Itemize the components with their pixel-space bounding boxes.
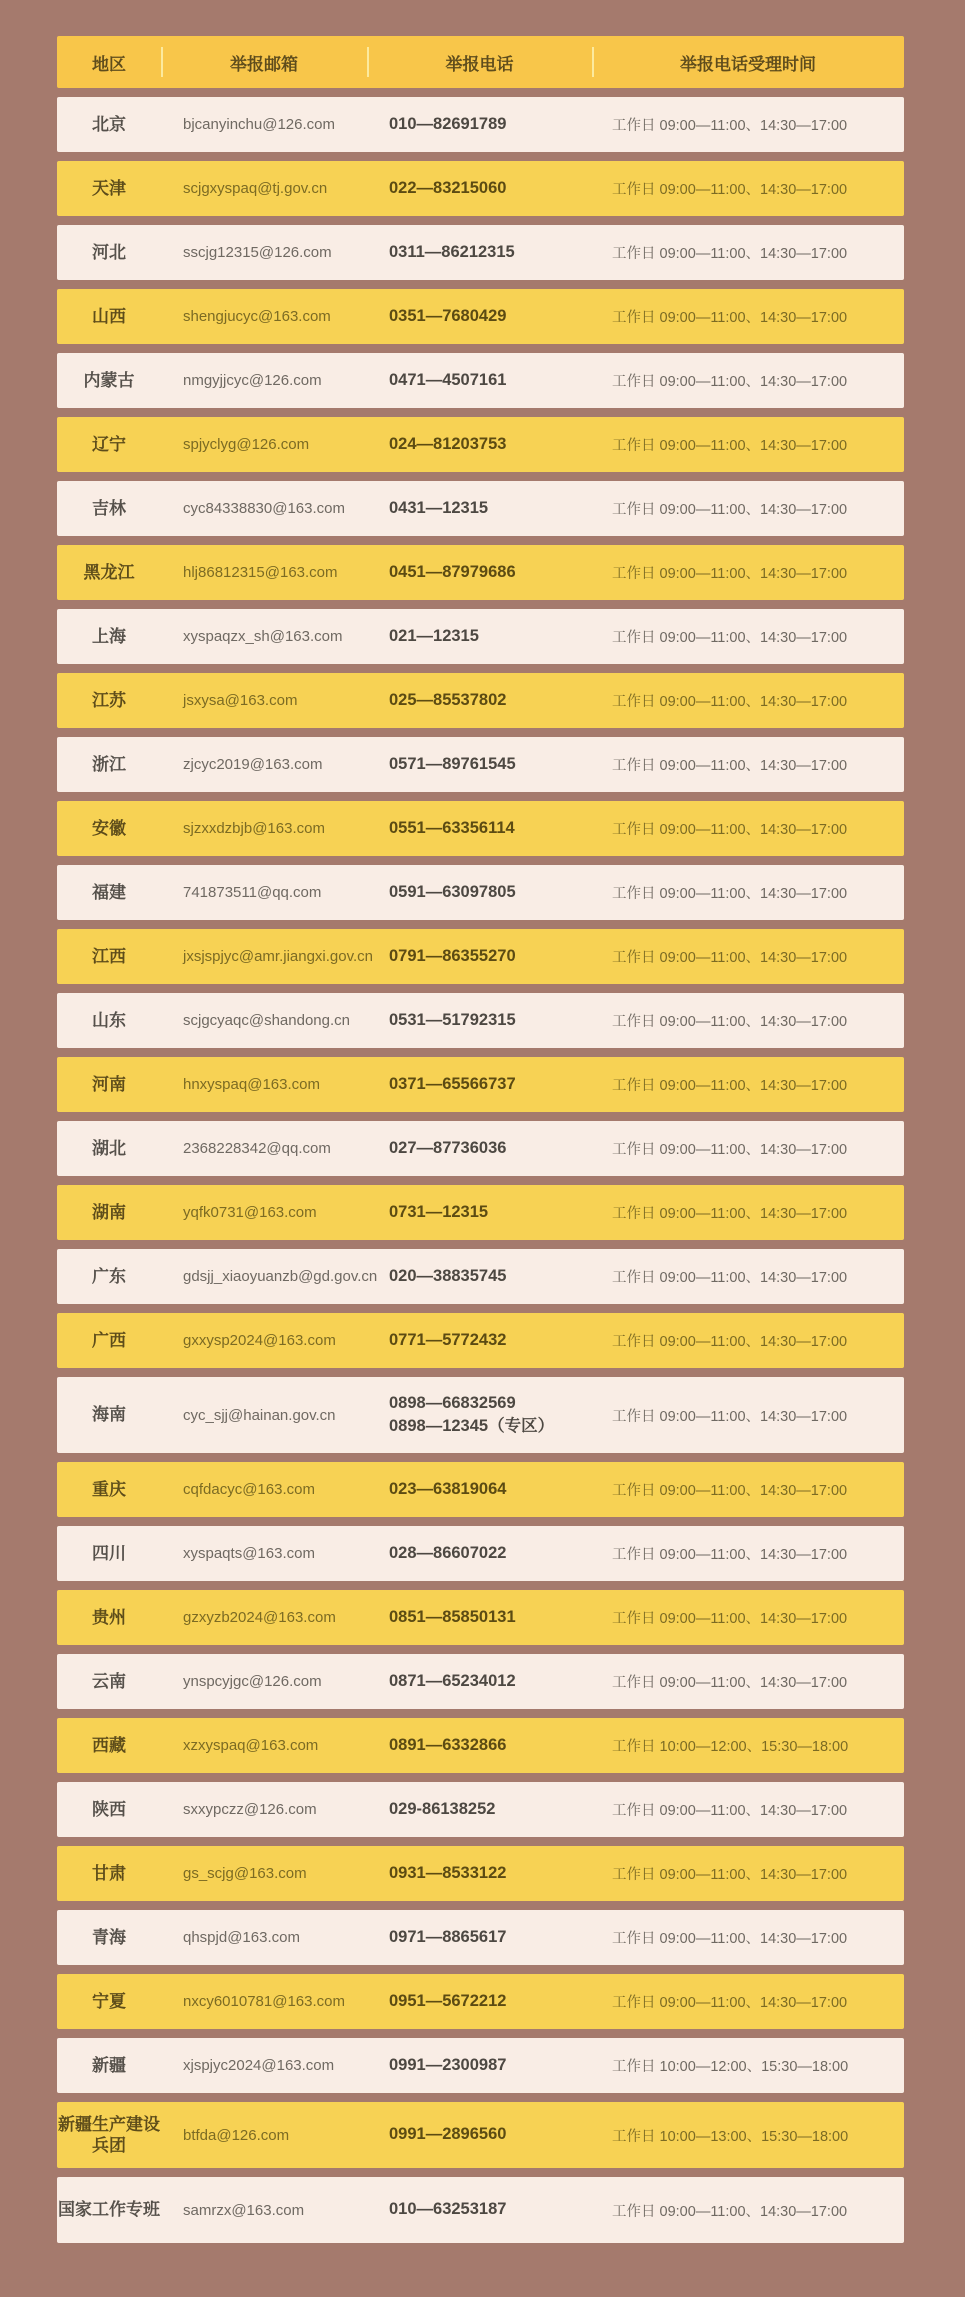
phone-cell bbox=[367, 2054, 592, 2077]
region-cell: 湖南 bbox=[92, 1202, 126, 1222]
phone-cell bbox=[367, 1990, 592, 2013]
table-row bbox=[57, 353, 904, 408]
phone-line: 0471—4507161 bbox=[389, 370, 507, 389]
phone-cell bbox=[367, 945, 592, 968]
region-cell: 广西 bbox=[92, 1330, 126, 1350]
phone-cell bbox=[367, 561, 592, 584]
table-row bbox=[57, 801, 904, 856]
table-row bbox=[57, 1313, 904, 1368]
phone-cell bbox=[367, 497, 592, 520]
phone-cell bbox=[367, 1265, 592, 1288]
time-cell: 工作日 09:00—11:00、14:30—17:00 bbox=[612, 1867, 848, 1883]
time-cell: 工作日 09:00—11:00、14:30—17:00 bbox=[612, 438, 848, 454]
table-row bbox=[57, 1526, 904, 1581]
phone-line: 022—83215060 bbox=[389, 178, 507, 197]
phone-line: 0571—89761545 bbox=[389, 754, 516, 773]
region-cell: 江苏 bbox=[92, 690, 126, 710]
table-row bbox=[57, 481, 904, 536]
table-row bbox=[57, 1121, 904, 1176]
region-cell: 黑龙江 bbox=[83, 562, 135, 582]
phone-line-2: 0898—12345（专区） bbox=[389, 1417, 555, 1435]
phone-cell bbox=[367, 1073, 592, 1096]
email-cell: sjzxxdzbjb@163.com bbox=[183, 820, 325, 837]
phone-cell bbox=[367, 1798, 592, 1821]
phone-cell bbox=[367, 1670, 592, 1693]
email-cell: scjgxyspaq@tj.gov.cn bbox=[183, 180, 328, 197]
region-cell: 湖北 bbox=[92, 1138, 126, 1158]
phone-cell bbox=[367, 1137, 592, 1160]
phone-line: 0451—87979686 bbox=[389, 562, 516, 581]
table-row bbox=[57, 417, 904, 472]
phone-line: 0991—2896560 bbox=[389, 2125, 507, 2144]
phone-cell bbox=[367, 1926, 592, 1949]
email-cell: scjgcyaqc@shandong.cn bbox=[183, 1012, 350, 1029]
time-cell: 工作日 09:00—11:00、14:30—17:00 bbox=[612, 1803, 848, 1819]
time-cell: 工作日 09:00—11:00、14:30—17:00 bbox=[612, 950, 848, 966]
email-cell: gxxysp2024@163.com bbox=[183, 1332, 336, 1349]
phone-cell bbox=[367, 2123, 592, 2146]
table-row bbox=[57, 2038, 904, 2093]
region-cell: 国家工作专班 bbox=[58, 2200, 160, 2220]
time-cell: 工作日 09:00—11:00、14:30—17:00 bbox=[612, 1483, 848, 1499]
phone-line: 0431—12315 bbox=[389, 498, 489, 517]
email-cell: cyc_sjj@hainan.gov.cn bbox=[183, 1406, 336, 1424]
phone-line: 0891—6332866 bbox=[389, 1735, 507, 1754]
email-cell: xzxyspaq@163.com bbox=[183, 1737, 319, 1754]
time-cell: 工作日 09:00—11:00、14:30—17:00 bbox=[612, 1078, 848, 1094]
email-cell: jsxysa@163.com bbox=[183, 692, 298, 709]
time-cell: 工作日 09:00—11:00、14:30—17:00 bbox=[612, 246, 848, 262]
time-cell: 工作日 09:00—11:00、14:30—17:00 bbox=[612, 1675, 848, 1691]
time-cell: 工作日 09:00—11:00、14:30—17:00 bbox=[612, 566, 848, 582]
email-cell: cqfdacyc@163.com bbox=[183, 1481, 315, 1498]
phone-cell bbox=[367, 2198, 592, 2221]
table-row bbox=[57, 929, 904, 984]
table-row bbox=[57, 993, 904, 1048]
phone-cell bbox=[367, 753, 592, 776]
table-row bbox=[57, 1782, 904, 1837]
phone-cell bbox=[367, 1734, 592, 1757]
email-cell: spjyclyg@126.com bbox=[183, 436, 310, 453]
table-row bbox=[57, 609, 904, 664]
email-cell: xyspaqts@163.com bbox=[183, 1545, 315, 1562]
phone-line: 010—82691789 bbox=[389, 114, 507, 133]
time-cell: 工作日 09:00—11:00、14:30—17:00 bbox=[612, 502, 848, 518]
email-cell: cyc84338830@163.com bbox=[183, 500, 345, 517]
time-cell: 工作日 09:00—11:00、14:30—17:00 bbox=[612, 1206, 848, 1222]
phone-line: 0991—2300987 bbox=[389, 2055, 507, 2074]
time-cell: 工作日 09:00—11:00、14:30—17:00 bbox=[612, 694, 848, 710]
phone-cell bbox=[367, 1606, 592, 1629]
region-cell: 广东 bbox=[92, 1266, 126, 1286]
phone-line: 0791—86355270 bbox=[389, 946, 516, 965]
phone-line: 024—81203753 bbox=[389, 434, 507, 453]
region-cell: 吉林 bbox=[92, 498, 126, 518]
email-cell: gdsjj_xiaoyuanzb@gd.gov.cn bbox=[183, 1268, 378, 1285]
phone-cell bbox=[367, 1201, 592, 1224]
region-cell: 海南 bbox=[92, 1405, 126, 1425]
phone-cell bbox=[367, 689, 592, 712]
email-cell: 741873511@qq.com bbox=[183, 884, 322, 901]
phone-line: 0591—63097805 bbox=[389, 882, 516, 901]
time-cell: 工作日 09:00—11:00、14:30—17:00 bbox=[612, 758, 848, 774]
phone-line: 025—85537802 bbox=[389, 690, 507, 709]
region-cell: 甘肃 bbox=[92, 1863, 126, 1883]
email-cell: xyspaqzx_sh@163.com bbox=[183, 628, 343, 645]
header-report-phone: 举报电话 bbox=[367, 36, 592, 88]
phone-line: 0551—63356114 bbox=[389, 818, 515, 837]
table-row bbox=[57, 1462, 904, 1517]
phone-cell bbox=[367, 1392, 592, 1438]
phone-cell bbox=[367, 113, 592, 136]
email-cell: xjspjyc2024@163.com bbox=[183, 2057, 335, 2074]
email-cell: sxxypczz@126.com bbox=[183, 1801, 317, 1818]
email-cell: ynspcyjgc@126.com bbox=[183, 1673, 322, 1690]
phone-cell bbox=[367, 1329, 592, 1352]
region-cell: 宁夏 bbox=[92, 1991, 126, 2011]
region-cell: 河北 bbox=[92, 242, 126, 262]
time-cell: 工作日 10:00—13:00、15:30—18:00 bbox=[612, 2128, 849, 2145]
email-cell: gs_scjg@163.com bbox=[183, 1865, 307, 1882]
table-row bbox=[57, 1654, 904, 1709]
phone-line: 029-86138252 bbox=[389, 1799, 496, 1818]
region-cell: 青海 bbox=[92, 1927, 126, 1947]
table-row bbox=[57, 97, 904, 152]
email-cell: shengjucyc@163.com bbox=[183, 308, 331, 325]
phone-cell bbox=[367, 241, 592, 264]
table-row bbox=[57, 1974, 904, 2029]
region-cell: 四川 bbox=[92, 1543, 126, 1563]
region-cell: 云南 bbox=[92, 1671, 126, 1691]
table-row bbox=[57, 2102, 904, 2168]
phone-line: 0531—51792315 bbox=[389, 1010, 516, 1029]
table-row bbox=[57, 1846, 904, 1901]
region-cell: 山西 bbox=[92, 306, 126, 326]
header-region: 地区 bbox=[92, 54, 126, 74]
report-contacts-table bbox=[57, 36, 904, 2243]
region-cell: 新疆生产建设兵团 bbox=[58, 2114, 160, 2155]
phone-cell bbox=[367, 369, 592, 392]
phone-cell bbox=[367, 1862, 592, 1885]
phone-cell bbox=[367, 305, 592, 328]
header-report-email: 举报邮箱 bbox=[161, 36, 367, 88]
email-cell: yqfk0731@163.com bbox=[183, 1204, 317, 1221]
table-row bbox=[57, 289, 904, 344]
phone-line: 010—63253187 bbox=[389, 2200, 507, 2219]
phone-line: 0351—7680429 bbox=[389, 306, 507, 325]
time-cell: 工作日 09:00—11:00、14:30—17:00 bbox=[612, 310, 848, 326]
phone-line: 0371—65566737 bbox=[389, 1074, 516, 1093]
phone-line: 027—87736036 bbox=[389, 1138, 507, 1157]
phone-line: 0871—65234012 bbox=[389, 1671, 516, 1690]
region-cell: 辽宁 bbox=[92, 434, 126, 454]
phone-cell bbox=[367, 433, 592, 456]
region-cell: 江西 bbox=[92, 946, 126, 966]
time-cell: 工作日 09:00—11:00、14:30—17:00 bbox=[612, 1547, 848, 1563]
table-row bbox=[57, 1057, 904, 1112]
phone-line: 0898—66832569 bbox=[389, 1393, 516, 1412]
region-cell: 陕西 bbox=[92, 1799, 126, 1819]
table-row bbox=[57, 225, 904, 280]
header-phone-hours: 举报电话受理时间 bbox=[592, 36, 904, 88]
time-cell: 工作日 09:00—11:00、14:30—17:00 bbox=[612, 1270, 848, 1286]
email-cell: zjcyc2019@163.com bbox=[183, 756, 323, 773]
phone-line: 0971—8865617 bbox=[389, 1927, 507, 1946]
email-cell: bjcanyinchu@126.com bbox=[183, 116, 335, 133]
time-cell: 工作日 09:00—11:00、14:30—17:00 bbox=[612, 886, 848, 902]
region-cell: 浙江 bbox=[92, 754, 126, 774]
phone-line: 028—86607022 bbox=[389, 1543, 507, 1562]
phone-line: 0851—85850131 bbox=[389, 1607, 516, 1626]
phone-line: 023—63819064 bbox=[389, 1479, 507, 1498]
email-cell: samrzx@163.com bbox=[183, 2201, 305, 2219]
phone-line: 021—12315 bbox=[389, 626, 479, 645]
table-row bbox=[57, 1249, 904, 1304]
time-cell: 工作日 09:00—11:00、14:30—17:00 bbox=[612, 1408, 848, 1425]
phone-line: 0931—8533122 bbox=[389, 1863, 507, 1882]
phone-cell bbox=[367, 625, 592, 648]
email-cell: nxcy6010781@163.com bbox=[183, 1993, 345, 2010]
time-cell: 工作日 09:00—11:00、14:30—17:00 bbox=[612, 374, 848, 390]
table-row bbox=[57, 545, 904, 600]
region-cell: 山东 bbox=[92, 1010, 126, 1030]
time-cell: 工作日 09:00—11:00、14:30—17:00 bbox=[612, 1611, 848, 1627]
email-cell: btfda@126.com bbox=[183, 2126, 290, 2144]
region-cell: 北京 bbox=[92, 114, 126, 134]
time-cell: 工作日 09:00—11:00、14:30—17:00 bbox=[612, 630, 848, 646]
email-cell: hnxyspaq@163.com bbox=[183, 1076, 320, 1093]
time-cell: 工作日 09:00—11:00、14:30—17:00 bbox=[612, 1995, 848, 2011]
time-cell: 工作日 10:00—12:00、15:30—18:00 bbox=[612, 2059, 849, 2075]
table-row bbox=[57, 2177, 904, 2243]
region-cell: 福建 bbox=[92, 882, 126, 902]
table-row bbox=[57, 161, 904, 216]
region-cell: 新疆 bbox=[92, 2055, 126, 2075]
time-cell: 工作日 09:00—11:00、14:30—17:00 bbox=[612, 2203, 848, 2220]
time-cell: 工作日 09:00—11:00、14:30—17:00 bbox=[612, 822, 848, 838]
table-row bbox=[57, 1185, 904, 1240]
email-cell: nmgyjjcyc@126.com bbox=[183, 372, 322, 389]
table-row bbox=[57, 737, 904, 792]
region-cell: 天津 bbox=[92, 178, 126, 198]
phone-cell bbox=[367, 177, 592, 200]
email-cell: gzxyzb2024@163.com bbox=[183, 1609, 336, 1626]
table-row bbox=[57, 865, 904, 920]
table-row bbox=[57, 673, 904, 728]
time-cell: 工作日 09:00—11:00、14:30—17:00 bbox=[612, 1334, 848, 1350]
region-cell: 贵州 bbox=[92, 1607, 126, 1627]
time-cell: 工作日 09:00—11:00、14:30—17:00 bbox=[612, 1142, 848, 1158]
table-row bbox=[57, 1718, 904, 1773]
phone-cell bbox=[367, 1478, 592, 1501]
time-cell: 工作日 09:00—11:00、14:30—17:00 bbox=[612, 182, 848, 198]
region-cell: 上海 bbox=[92, 626, 126, 646]
phone-cell bbox=[367, 1009, 592, 1032]
email-cell: 2368228342@qq.com bbox=[183, 1140, 331, 1157]
phone-line: 0771—5772432 bbox=[389, 1330, 507, 1349]
table-header-row bbox=[57, 36, 904, 88]
phone-cell bbox=[367, 881, 592, 904]
phone-line: 0951—5672212 bbox=[389, 1991, 507, 2010]
region-cell: 安徽 bbox=[92, 818, 126, 838]
phone-line: 020—38835745 bbox=[389, 1266, 507, 1285]
phone-line: 0311—86212315 bbox=[389, 242, 515, 261]
email-cell: sscjg12315@126.com bbox=[183, 244, 332, 261]
table-row bbox=[57, 1377, 904, 1453]
email-cell: hlj86812315@163.com bbox=[183, 564, 338, 581]
email-cell: qhspjd@163.com bbox=[183, 1929, 300, 1946]
region-cell: 重庆 bbox=[92, 1479, 126, 1499]
time-cell: 工作日 09:00—11:00、14:30—17:00 bbox=[612, 1014, 848, 1030]
time-cell: 工作日 09:00—11:00、14:30—17:00 bbox=[612, 1931, 848, 1947]
phone-cell bbox=[367, 817, 592, 840]
table-row bbox=[57, 1590, 904, 1645]
email-cell: jxsjspjyc@amr.jiangxi.gov.cn bbox=[183, 948, 374, 965]
time-cell: 工作日 09:00—11:00、14:30—17:00 bbox=[612, 118, 848, 134]
phone-line: 0731—12315 bbox=[389, 1202, 489, 1221]
region-cell: 内蒙古 bbox=[83, 370, 135, 390]
region-cell: 河南 bbox=[92, 1074, 126, 1094]
region-cell: 西藏 bbox=[92, 1735, 126, 1755]
table-row bbox=[57, 1910, 904, 1965]
time-cell: 工作日 10:00—12:00、15:30—18:00 bbox=[612, 1739, 849, 1755]
phone-cell bbox=[367, 1542, 592, 1565]
